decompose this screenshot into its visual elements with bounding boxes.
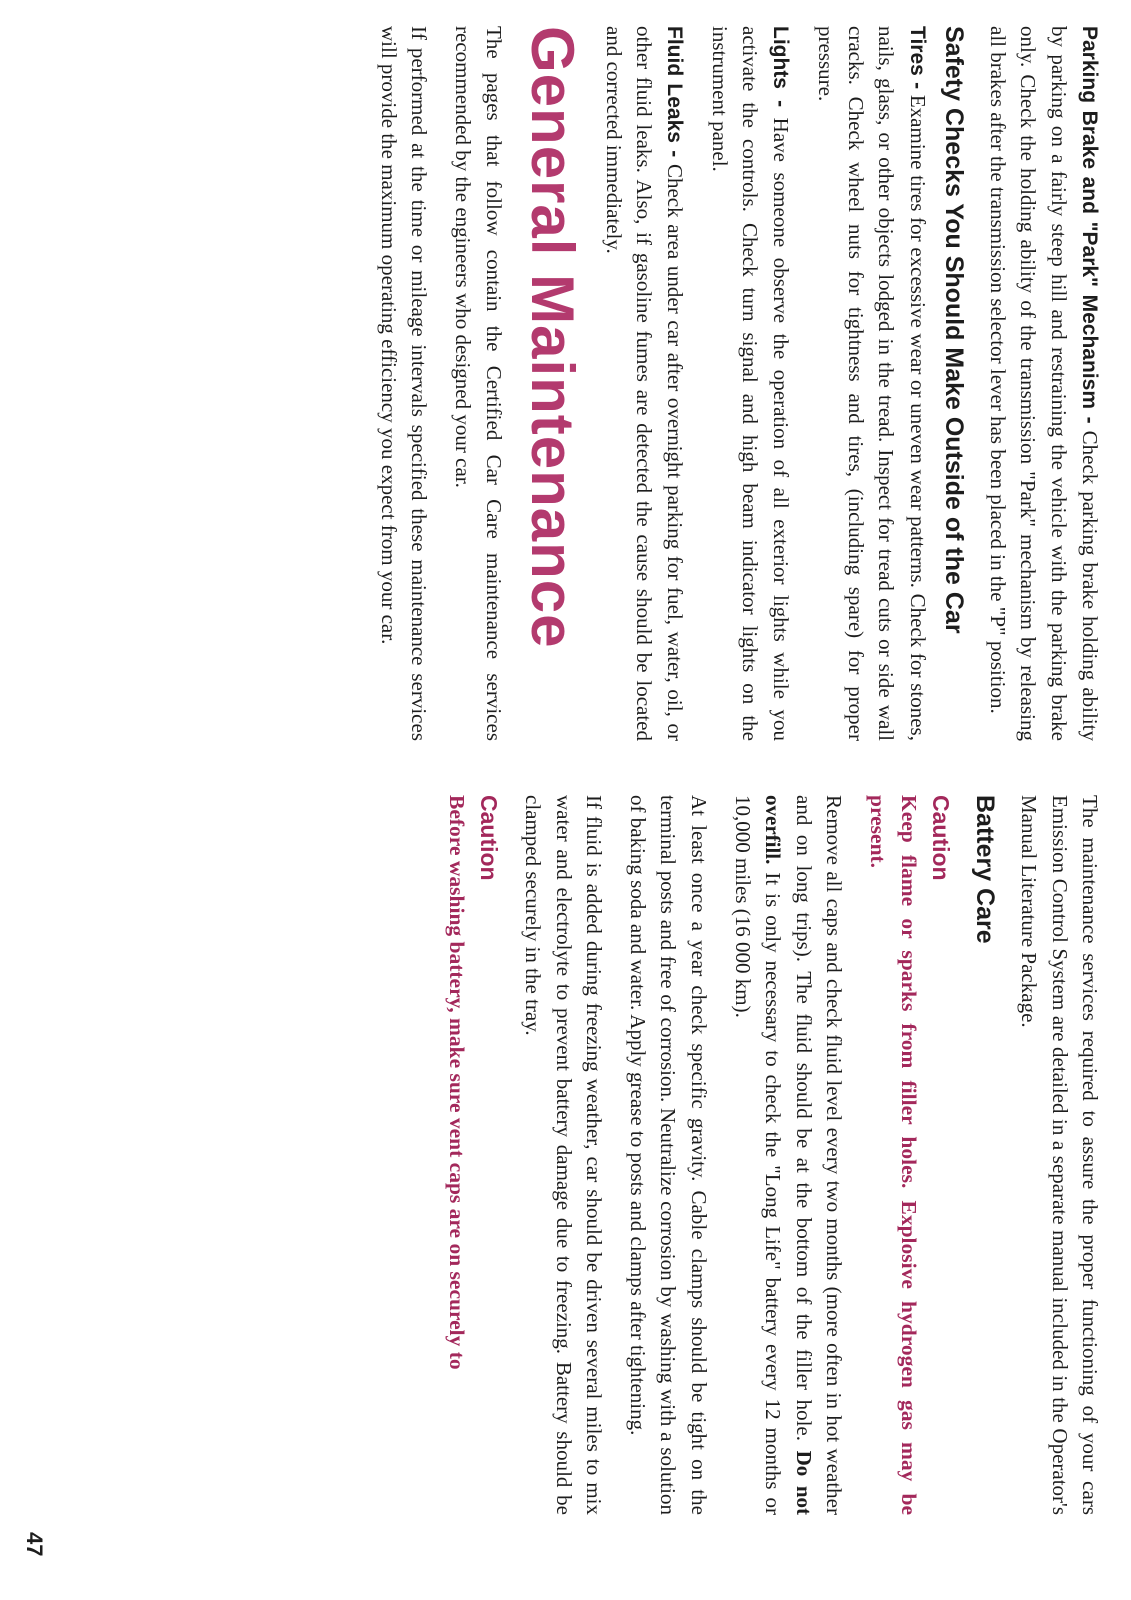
lights-paragraph: [704, 26, 796, 741]
specific-gravity-paragraph: At least once a year check specific gravity. Cable clamps should be tight on the terminal posts and free of corrosion. Neutralize corrosion by washing with a solution of baking soda and water. Apply grease to posts and clamps after tightening.: [626, 795, 711, 1515]
left-column: [359, 26, 1105, 741]
general-maintenance-paragraph-1: The pages that follow contain the Certified Car Care maintenance services recommended by the engineers who designed your car.: [451, 26, 506, 741]
general-maintenance-paragraph-2: If performed at the time or mileage intervals specified these maintenance services will provide the maximum operating efficiency you expect from your car.: [376, 26, 431, 741]
page-number: 47: [22, 1532, 47, 1557]
tires-lead: Tires -: [905, 26, 929, 90]
lights-lead: Lights -: [769, 26, 793, 108]
tires-text: Examine tires for excessive wear or uneven wear patterns. Check for stones, nails, glass, or other objects lodged in the tread. Inspect for tread cuts or side wall cracks. Check wheel nuts for tightness and tires, (including spare) for proper pressure.: [813, 26, 930, 741]
parking-brake-lead: Parking Brake and "Park" Mechanism -: [1078, 26, 1101, 424]
battery-care-heading: Battery Care: [971, 795, 1000, 944]
tires-paragraph: [810, 26, 932, 741]
caution-heading-2: Caution: [475, 795, 502, 881]
parking-brake-text: Check parking brake holding ability by parking on a fairly steep hill and restraining the vehicle with the parking brake only. Check the holding ability of the transmission "Park" mechanism by releasing all brakes after the transmission selector lever has been placed in the "P" position.: [986, 26, 1102, 741]
fluid-level-text-2: It is only necessary to check the "Long Life" battery every 12 months or 10,000 miles (16 000 km).: [731, 795, 786, 1515]
freezing-weather-paragraph: If fluid is added during freezing weather, car should be driven several miles to mix water and electrolyte to prevent battery damage due to freezing. Battery should be clamped securely in the tray.: [521, 795, 606, 1515]
fluid-leaks-paragraph: [599, 26, 691, 741]
do-not-overfill-text: Do not overfill.: [761, 795, 816, 1515]
right-column: [427, 795, 1105, 1515]
parking-brake-paragraph: [983, 26, 1105, 741]
safety-checks-heading: Safety Checks You Should Make Outside of the Car: [939, 26, 968, 634]
lights-text: Have someone observe the operation of all exterior lights while you activate the controls. Check turn signal and high beam indicator lights on the instrument panel.: [707, 26, 794, 741]
fluid-leaks-lead: Fluid Leaks -: [663, 26, 687, 158]
emission-paragraph: The maintenance services required to assure the proper functioning of your cars Emission Control System are detailed in a separate manual included in the Operator's Manual Literature Package.: [1017, 795, 1102, 1515]
fluid-leaks-text: Check area under car after overnight parking for fuel, water, oil, or other fluid leaks. Also, if gasoline fumes are detected the cause should be located and corrected immediately.: [601, 26, 688, 742]
caution-heading-1: Caution: [927, 795, 954, 881]
caution-text-2: Before washing battery, make sure vent caps are on securely to: [444, 795, 469, 1370]
fluid-level-text-1: Remove all caps and check fluid level every two months (more often in hot weather and on long trips). The fluid should be at the bottom of the filler hole.: [791, 795, 846, 1515]
caution-text-1: Keep flame or sparks from filler holes. Explosive hydrogen gas may be present.: [866, 795, 921, 1515]
fluid-level-paragraph: [728, 795, 849, 1515]
general-maintenance-title: General Maintenance: [518, 26, 586, 649]
